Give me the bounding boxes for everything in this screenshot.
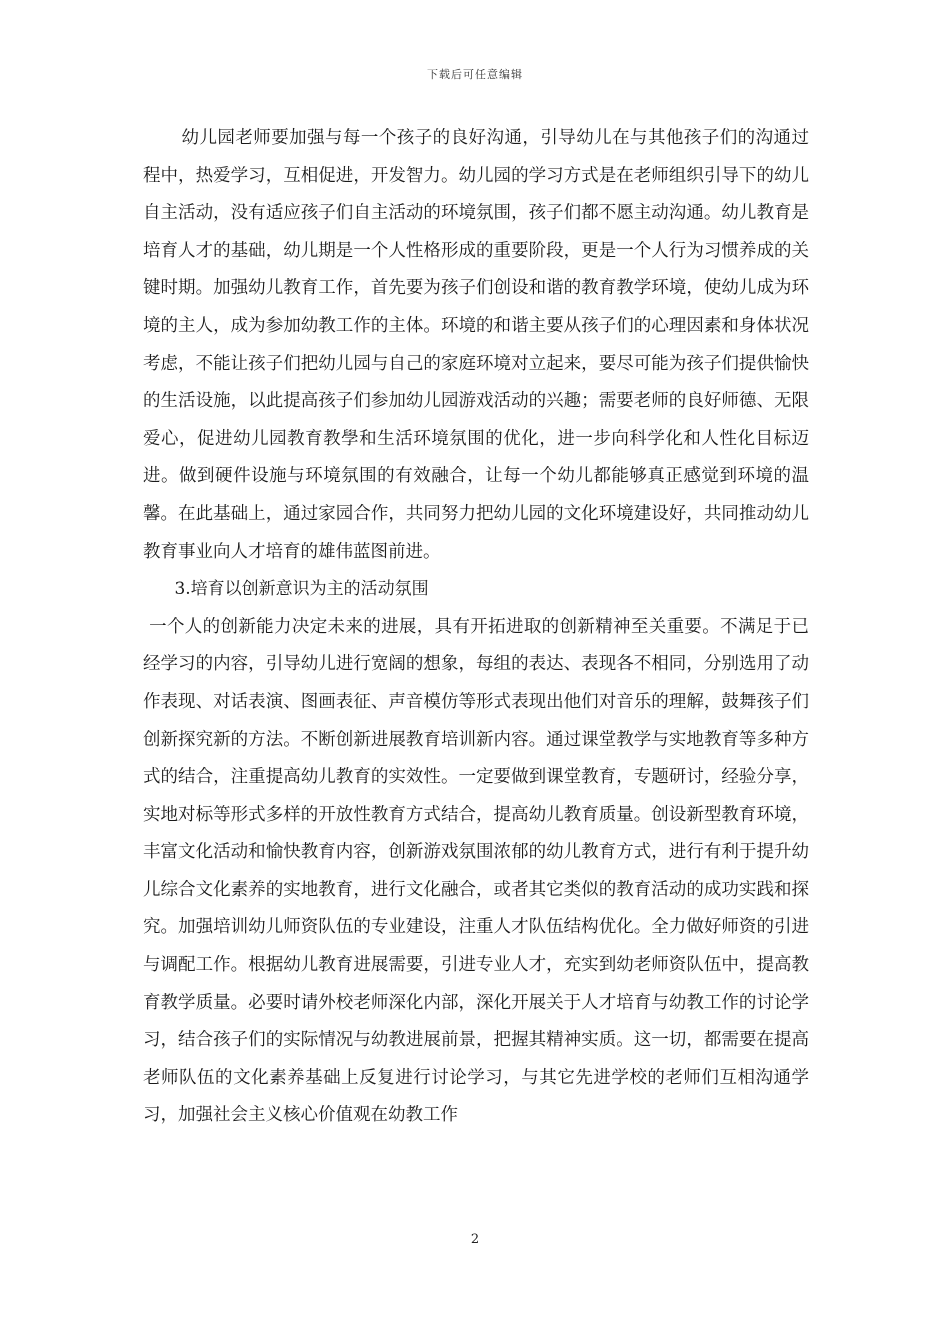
page-header: 下载后可任意编辑 <box>427 68 523 81</box>
paragraph: 一个人的创新能力决定未来的进展，具有开拓进取的创新精神至关重要。不满足于已经学习的内容，引导幼儿进行宽阔的想象，每组的表达、表现各不相同，分别选用了动作表现、对话表演、图画表征、声音模仿等形式表现出他们对音乐的理解，鼓舞孩子们创新探究新的方法。不断创新进展教育培训新内容。通过课堂教学与实地教育等多种方式的结合，注重提高幼儿教育的实效性。一定要做到课堂教育，专题研讨，经验分享，实地对标等形式多样的开放性教育方式结合，提高幼儿教育质量。创设新型教育环境，丰富文化活动和愉快教育内容，创新游戏氛围浓郁的幼儿教育方式，进行有利于提升幼儿综合文化素养的实地教育，进行文化融合，或者其它类似的教育活动的成功实践和探究。加强培训幼儿师资队伍的专业建设，注重人才队伍结构优化。全力做好师资的引进与调配工作。根据幼儿教育进展需要，引进专业人才，充实到幼老师资队伍中，提高教育教学质量。必要时请外校老师深化内部，深化开展关于人才培育与幼教工作的讨论学习，结合孩子们的实际情况与幼教进展前景，把握其精神实质。这一切，都需要在提高老师队伍的文化素养基础上反复进行讨论学习，与其它先进学校的老师们互相沟通学习，加强社会主义核心价值观在幼教工作 <box>143 616 809 1126</box>
section-heading: 3.培育以创新意识为主的活动氛围 <box>174 579 429 600</box>
page-number: 2 <box>470 1232 480 1247</box>
paragraph: 幼儿园老师要加强与每一个孩子的良好沟通，引导幼儿在与其他孩子们的沟通过程中，热爱学习，互相促进，开发智力。幼儿园的学习方式是在老师组织引导下的幼儿自主活动，没有适应孩子们自主活动的环境氛围，孩子们都不愿主动沟通。幼儿教育是培育人才的基础，幼儿期是一个人性格形成的重要阶段，更是一个人行为习惯养成的关键时期。加强幼儿教育工作，首先要为孩子们创设和谐的教育教学环境，使幼儿成为环境的主人，成为参加幼教工作的主体。环境的和谐主要从孩子们的心理因素和身体状况考虑，不能让孩子们把幼儿园与自己的家庭环境对立起来，要尽可能为孩子们提供愉快的生活设施，以此提高孩子们参加幼儿园游戏活动的兴趣；需要老师的良好师德、无限爱心，促进幼儿园教育教學和生活环境氛围的优化，进一步向科学化和人性化目标迈进。做到硬件设施与环境氛围的有效融合，让每一个幼儿都能够真正感觉到环境的温馨。在此基础上，通过家园合作，共同努力把幼儿园的文化环境建设好，共同推动幼儿教育事业向人才培育的雄伟蓝图前进。 <box>143 128 809 562</box>
document-body <box>143 120 809 1135</box>
